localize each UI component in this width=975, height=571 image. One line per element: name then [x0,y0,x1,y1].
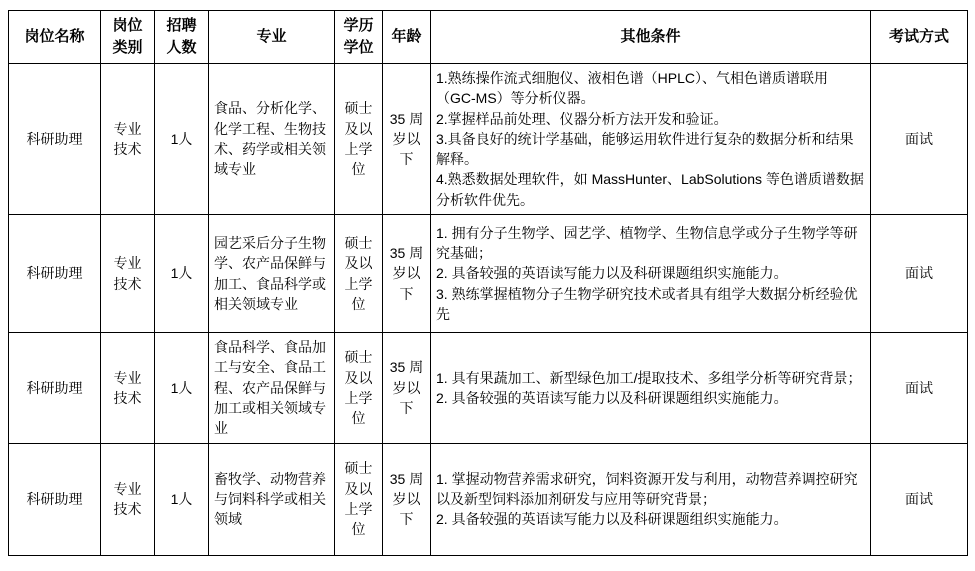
cell-job-name: 科研助理 [9,64,101,215]
cell-education-line4: 位 [351,161,366,178]
cell-education-line2: 及以 [344,369,373,386]
column-header-job-type-line1: 岗位 [112,17,143,35]
cell-job-type-line1: 专业 [113,120,142,137]
table-header-row [9,11,968,64]
cell-education-line1: 硕士 [344,100,373,117]
cell-age-line1: 35 周 [389,470,424,487]
column-header-exam-method: 考试方式 [871,11,968,64]
cell-age-line2: 岁以 [392,130,421,147]
cell-age-line2: 岁以 [392,379,421,396]
other-condition-line: 2. 具备较强的英语读写能力以及科研课题组织实施能力。 [436,265,788,282]
job-positions-table [8,10,968,556]
column-header-job-type [101,11,155,64]
cell-education-line1: 硕士 [344,349,373,366]
cell-other-conditions [431,215,871,333]
cell-education-line3: 上学 [344,275,373,292]
cell-education-line2: 及以 [344,120,373,137]
cell-age-line3: 下 [399,151,414,168]
cell-job-type [101,333,155,443]
column-header-age: 年龄 [383,11,431,64]
cell-major: 食品、分析化学、化学工程、生物技术、药学或相关领域专业 [209,64,335,215]
other-condition-line: 2.掌握样品前处理、仪器分析方法开发和验证。 [436,110,728,127]
other-condition-line: 2. 具备较强的英语读写能力以及科研课题组织实施能力。 [436,511,788,528]
cell-job-type-line1: 专业 [113,480,142,497]
cell-education-line3: 上学 [344,501,373,518]
table-row [9,443,968,555]
cell-job-type-line1: 专业 [113,369,142,386]
cell-job-type-line2: 技术 [113,389,142,406]
cell-job-type-line1: 专业 [113,255,142,272]
cell-headcount: 1人 [155,333,209,443]
column-header-education [335,11,383,64]
cell-job-type-line2: 技术 [113,501,142,518]
cell-exam-method: 面试 [871,443,968,555]
cell-age-line3: 下 [399,511,414,528]
cell-education-line2: 及以 [344,255,373,272]
cell-education [335,64,383,215]
cell-age-line2: 岁以 [392,265,421,282]
cell-education-line4: 位 [351,521,366,538]
column-header-other-conditions: 其他条件 [431,11,871,64]
column-header-headcount-line2: 人数 [166,39,197,56]
cell-education-line1: 硕士 [344,234,373,251]
cell-education-line1: 硕士 [344,460,373,477]
cell-other-conditions [431,64,871,215]
cell-age-line3: 下 [399,285,414,302]
table-row [9,64,968,215]
cell-other-conditions [431,333,871,443]
cell-job-name: 科研助理 [9,215,101,333]
cell-education [335,443,383,555]
other-condition-line: 1. 拥有分子生物学、园艺学、植物学、生物信息学或分子生物学等研究基础； [436,224,858,262]
column-header-headcount [155,11,209,64]
cell-exam-method: 面试 [871,333,968,443]
cell-education-line3: 上学 [344,141,373,158]
cell-age-line2: 岁以 [392,490,421,507]
cell-age [383,333,431,443]
other-condition-line: 3. 熟练掌握植物分子生物学研究技术或者具有组学大数据分析经验优先 [436,285,858,323]
cell-major: 园艺采后分子生物学、农产品保鲜与加工、食品科学或相关领域专业 [209,215,335,333]
cell-headcount: 1人 [155,215,209,333]
column-header-headcount-line1: 招聘 [166,17,197,35]
cell-exam-method: 面试 [871,64,968,215]
other-condition-line: 2. 具备较强的英语读写能力以及科研课题组织实施能力。 [436,389,788,406]
column-header-job-name: 岗位名称 [9,11,101,64]
cell-age-line3: 下 [399,399,414,416]
cell-age-line1: 35 周 [389,245,424,262]
cell-major: 食品科学、食品加工与安全、食品工程、农产品保鲜与加工或相关领域专业 [209,333,335,443]
cell-education-line3: 上学 [344,389,373,406]
cell-age [383,443,431,555]
cell-job-name: 科研助理 [9,333,101,443]
cell-job-type [101,64,155,215]
cell-exam-method: 面试 [871,215,968,333]
cell-education-line4: 位 [351,295,366,312]
cell-headcount: 1人 [155,443,209,555]
cell-age-line1: 35 周 [389,110,424,127]
other-condition-line: 3.具备良好的统计学基础，能够运用软件进行复杂的数据分析和结果解释。 [436,130,854,168]
column-header-major: 专业 [209,11,335,64]
column-header-education-line2: 学位 [343,39,374,56]
other-condition-line: 4.熟悉数据处理软件，如 MassHunter、LabSolutions 等色谱质谱数据分析软件优先。 [436,171,864,208]
cell-education [335,333,383,443]
cell-job-type-line2: 技术 [113,275,142,292]
cell-job-name: 科研助理 [9,443,101,555]
cell-age [383,215,431,333]
other-condition-line: 1.熟练操作流式细胞仪、液相色谱（HPLC）、气相色谱质谱联用（GC-MS）等分析仪器。 [436,70,829,107]
table-row [9,333,968,443]
cell-age-line1: 35 周 [389,359,424,376]
cell-other-conditions [431,443,871,555]
column-header-job-type-line2: 类别 [112,39,143,56]
column-header-education-line1: 学历 [343,17,374,35]
cell-education-line2: 及以 [344,480,373,497]
other-condition-line: 1. 掌握动物营养需求研究，饲料资源开发与利用，动物营养调控研究以及新型饲料添加剂研发与应用等研究背景； [436,470,858,507]
cell-major: 畜牧学、动物营养与饲料科学或相关领域 [209,443,335,555]
cell-education [335,215,383,333]
cell-job-type [101,215,155,333]
cell-education-line4: 位 [351,410,366,427]
cell-job-type [101,443,155,555]
cell-job-type-line2: 技术 [113,141,142,158]
other-condition-line: 1. 具有果蔬加工、新型绿色加工/提取技术、多组学分析等研究背景； [436,369,862,386]
cell-headcount: 1人 [155,64,209,215]
cell-age [383,64,431,215]
table-row [9,215,968,333]
